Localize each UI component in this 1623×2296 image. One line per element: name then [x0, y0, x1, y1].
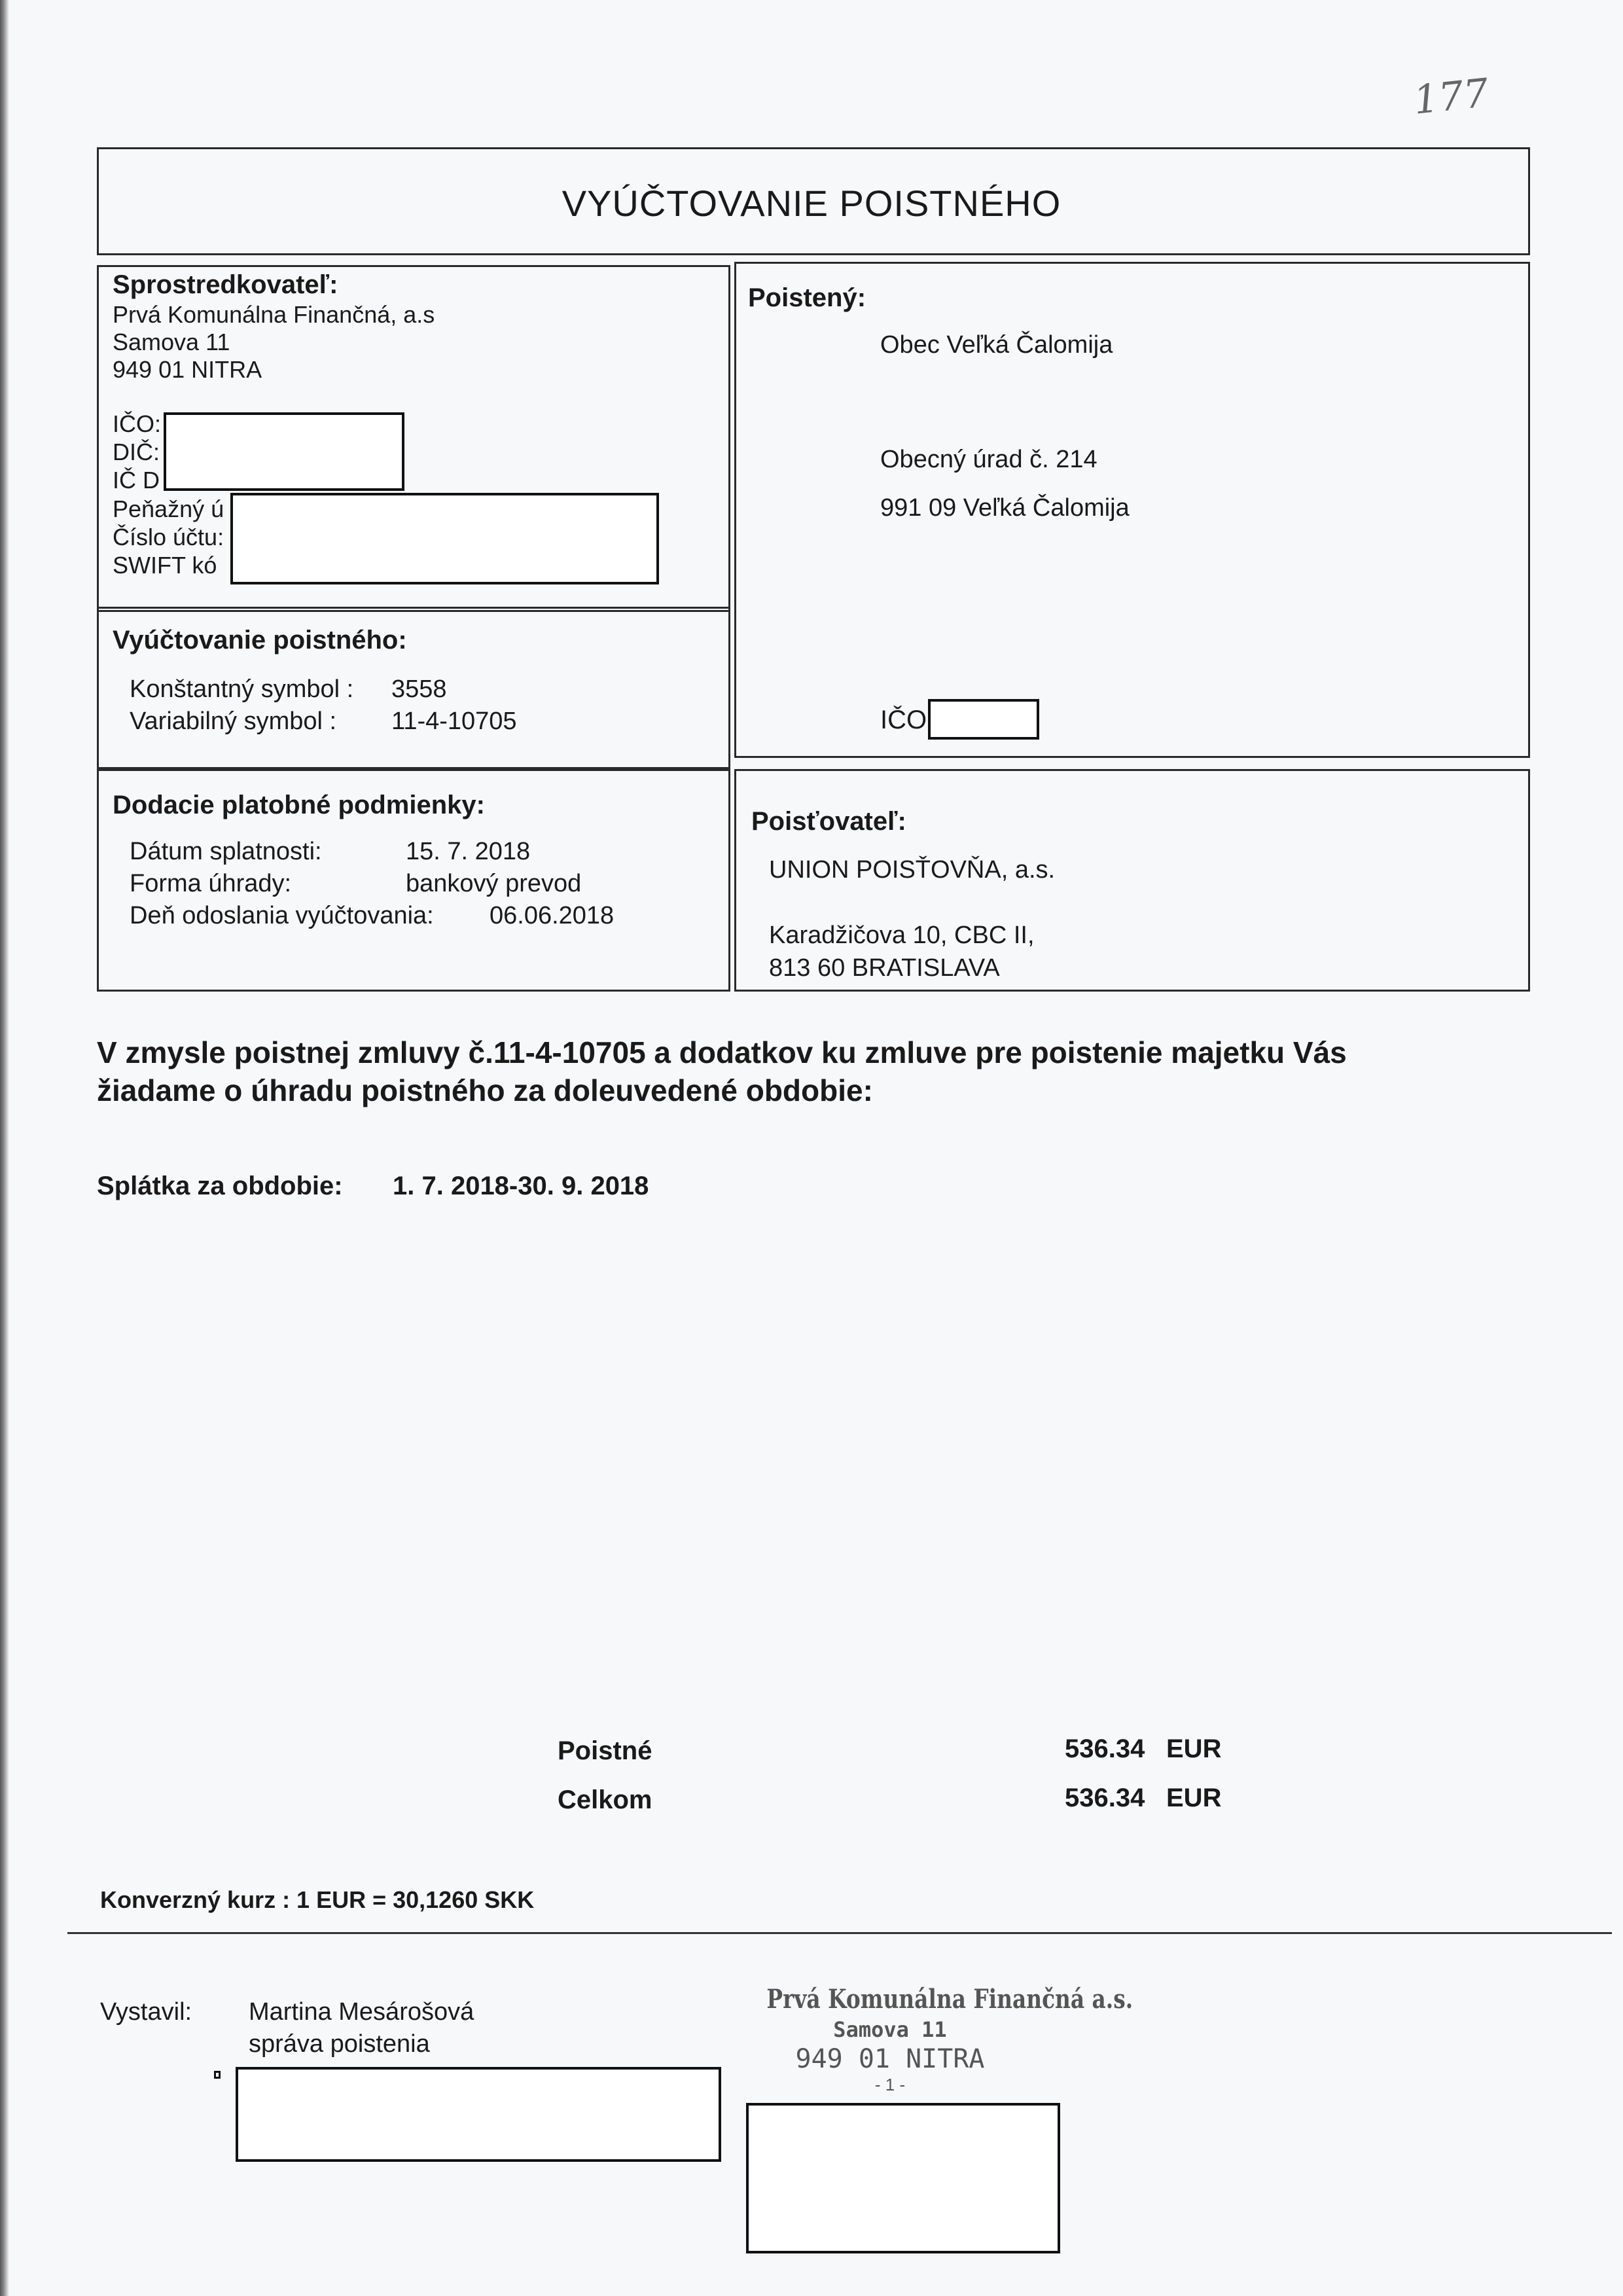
- redaction-signature: [236, 2067, 721, 2162]
- intermediary-bank-label: Peňažný ú: [113, 495, 224, 522]
- insured-office: Obecný úrad č. 214: [880, 446, 1097, 473]
- premium-value: 536.34: [1065, 1734, 1145, 1763]
- total-label: Celkom: [558, 1785, 652, 1814]
- stamp-line-2: Samova 11: [833, 2017, 947, 2042]
- conversion-rate: Konverzný kurz : 1 EUR = 30,1260 SKK: [100, 1886, 535, 1913]
- intermediary-heading: Sprostredkovateľ:: [113, 270, 338, 299]
- redaction-insured-ico: [928, 699, 1039, 740]
- billing-var-label: Variabilný symbol :: [130, 708, 337, 735]
- total-value: 536.34: [1065, 1784, 1145, 1812]
- period-label: Splátka za obdobie:: [97, 1172, 343, 1200]
- document-title: VYÚČTOVANIE POISTNÉHO: [562, 183, 1061, 224]
- intermediary-swift-label: SWIFT kó: [113, 552, 217, 579]
- intermediary-name: Prvá Komunálna Finančná, a.s: [113, 301, 435, 328]
- stamp-line-4: - 1 -: [874, 2075, 906, 2094]
- premium-label: Poistné: [558, 1736, 652, 1765]
- delivery-payment-label: Forma úhrady:: [130, 870, 292, 897]
- intermediary-dic-label: DIČ:: [113, 439, 160, 465]
- intermediary-street: Samova 11: [113, 329, 230, 355]
- issuer-name: Martina Mesárošová: [249, 1998, 474, 2026]
- intermediary-city: 949 01 NITRA: [113, 356, 262, 383]
- insurer-heading: Poisťovateľ:: [751, 807, 906, 836]
- delivery-due-label: Dátum splatnosti:: [130, 838, 322, 865]
- bullet-mark: [214, 2071, 221, 2079]
- period-value: 1. 7. 2018-30. 9. 2018: [393, 1172, 649, 1200]
- request-line-1: V zmysle poistnej zmluvy č.11-4-10705 a dodatkov ku zmluve pre poistenie majetku Vás: [97, 1035, 1347, 1069]
- insured-heading: Poistený:: [748, 283, 866, 312]
- stamp-line-1: Prvá Komunálna Finančná a.s.: [766, 1984, 1133, 2015]
- billing-heading: Vyúčtovanie poistného:: [113, 626, 407, 655]
- delivery-payment-value: bankový prevod: [406, 870, 582, 897]
- insurer-city: 813 60 BRATISLAVA: [769, 954, 1000, 982]
- delivery-sent-value: 06.06.2018: [490, 902, 615, 929]
- intermediary-account-label: Číslo účtu:: [113, 524, 224, 550]
- intermediary-icdph-label: IČ D: [113, 467, 160, 493]
- request-line-2: žiadame o úhradu poistného za doleuvedené obdobie:: [97, 1073, 873, 1107]
- billing-const-value: 3558: [391, 675, 447, 703]
- delivery-sent-label: Deň odoslania vyúčtovania:: [130, 902, 434, 929]
- total-currency: EUR: [1166, 1784, 1222, 1812]
- delivery-due-value: 15. 7. 2018: [406, 838, 531, 865]
- intermediary-ico-label: IČO:: [113, 410, 162, 437]
- stamp-line-3: 949 01 NITRA: [795, 2044, 985, 2074]
- footer-divider: [67, 1932, 1612, 1934]
- billing-var-value: 11-4-10705: [391, 708, 517, 735]
- delivery-heading: Dodacie platobné podmienky:: [113, 791, 485, 819]
- scan-edge-shadow: [0, 0, 9, 2296]
- redaction-bank: [230, 493, 659, 584]
- redaction-stamp-signature: [746, 2103, 1060, 2253]
- billing-const-label: Konštantný symbol :: [130, 675, 354, 703]
- insurer-name: UNION POISŤOVŇA, a.s.: [769, 856, 1056, 884]
- insured-city: 991 09 Veľká Čalomija: [880, 494, 1130, 522]
- handwritten-page-number: 177: [1411, 70, 1491, 124]
- insured-ico-label: IČO: [880, 706, 927, 734]
- issuer-role: správa poistenia: [249, 2030, 430, 2058]
- premium-currency: EUR: [1166, 1734, 1222, 1763]
- issuer-label: Vystavil:: [100, 1998, 192, 2026]
- insurer-street: Karadžičova 10, CBC II,: [769, 922, 1035, 949]
- insured-box: [734, 262, 1530, 758]
- redaction-ids: [164, 412, 404, 491]
- insured-name: Obec Veľká Čalomija: [880, 331, 1113, 359]
